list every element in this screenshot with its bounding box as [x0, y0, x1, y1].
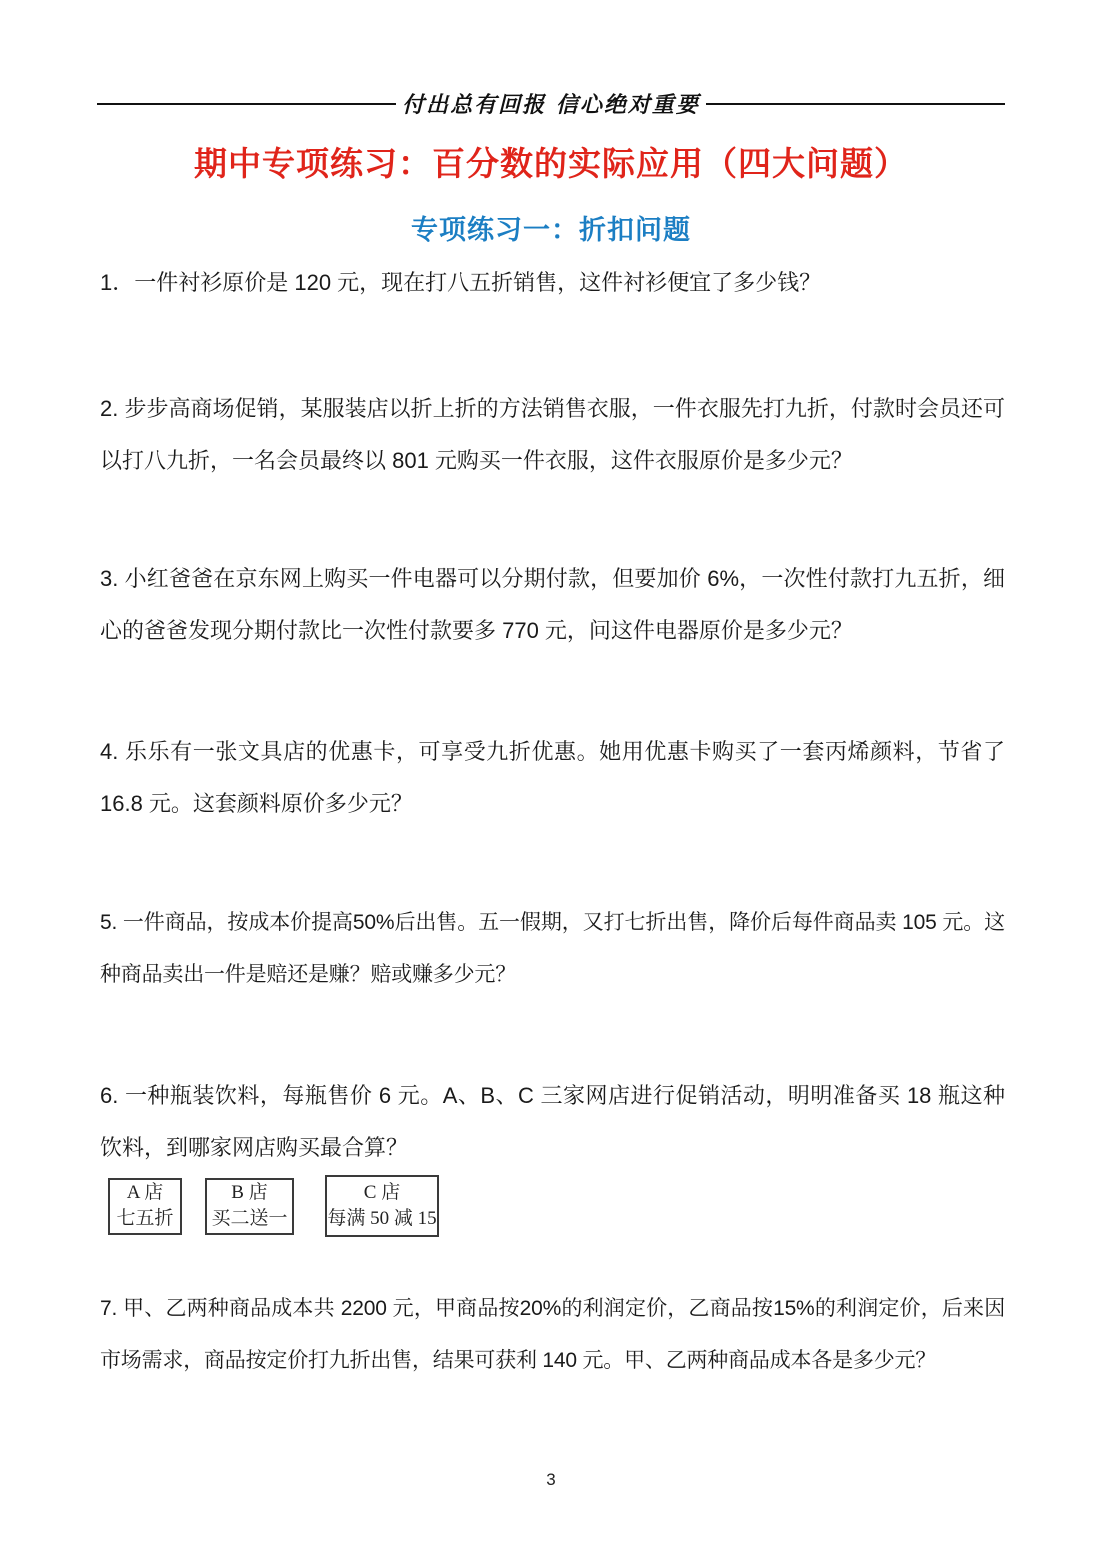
store-b-offer: 买二送一 — [211, 1208, 288, 1229]
page-number: 3 — [546, 1470, 556, 1489]
section-subtitle: 专项练习一：折扣问题 — [411, 215, 691, 245]
store-c-name: C 店 — [363, 1182, 401, 1203]
problem-1: 1．一件衬衫原价是 120 元，现在打八五折销售，这件衬衫便宜了多少钱？ — [100, 270, 822, 295]
header-rule-right — [706, 103, 1005, 105]
store-option-b — [205, 1178, 294, 1235]
store-a-offer: 七五折 — [116, 1208, 174, 1229]
header-motto-text: 付出总有回报 信心绝对重要 — [402, 92, 700, 118]
store-a-name: A 店 — [126, 1182, 164, 1203]
problem-7: 7. 甲、乙两种商品成本共 2200 元，甲商品按20%的利润定价，乙商品按15%的利润定价，后来因市场需求，商品按定价打九折出售，结果可获利 140 元。甲、乙两种商品成本各是多少元？ — [100, 1297, 1005, 1372]
problem-6: 6. 一种瓶装饮料，每瓶售价 6 元。A、B、C 三家网店进行促销活动，明明准备买 18 瓶这种饮料，到哪家网店购买最合算？ — [100, 1083, 1005, 1160]
header-rule-left — [97, 103, 396, 105]
header-motto-row — [97, 88, 1005, 119]
page-title: 期中专项练习：百分数的实际应用（四大问题） — [194, 145, 908, 182]
problem-4: 4. 乐乐有一张文具店的优惠卡，可享受九折优惠。她用优惠卡购买了一套丙烯颜料，节省了 16.8 元。这套颜料原价多少元？ — [100, 739, 1005, 816]
store-option-a — [108, 1178, 182, 1235]
store-option-c — [325, 1175, 439, 1237]
problem-2: 2. 步步高商场促销，某服装店以折上折的方法销售衣服，一件衣服先打九折，付款时会员还可以打八九折，一名会员最终以 801 元购买一件衣服，这件衣服原价是多少元？ — [100, 396, 1005, 473]
store-c-offer: 每满 50 减 15 — [327, 1208, 437, 1229]
problem-3: 3. 小红爸爸在京东网上购买一件电器可以分期付款，但要加价 6%，一次性付款打九五折，细心的爸爸发现分期付款比一次性付款要多 770 元，问这件电器原价是多少元？ — [100, 566, 1005, 643]
problem-6-store-options — [108, 1175, 439, 1237]
problem-5: 5. 一件商品，按成本价提高50%后出售。五一假期，又打七折出售，降价后每件商品卖 105 元。这种商品卖出一件是赔还是赚？赔或赚多少元？ — [100, 911, 1005, 986]
store-b-name: B 店 — [231, 1182, 268, 1203]
